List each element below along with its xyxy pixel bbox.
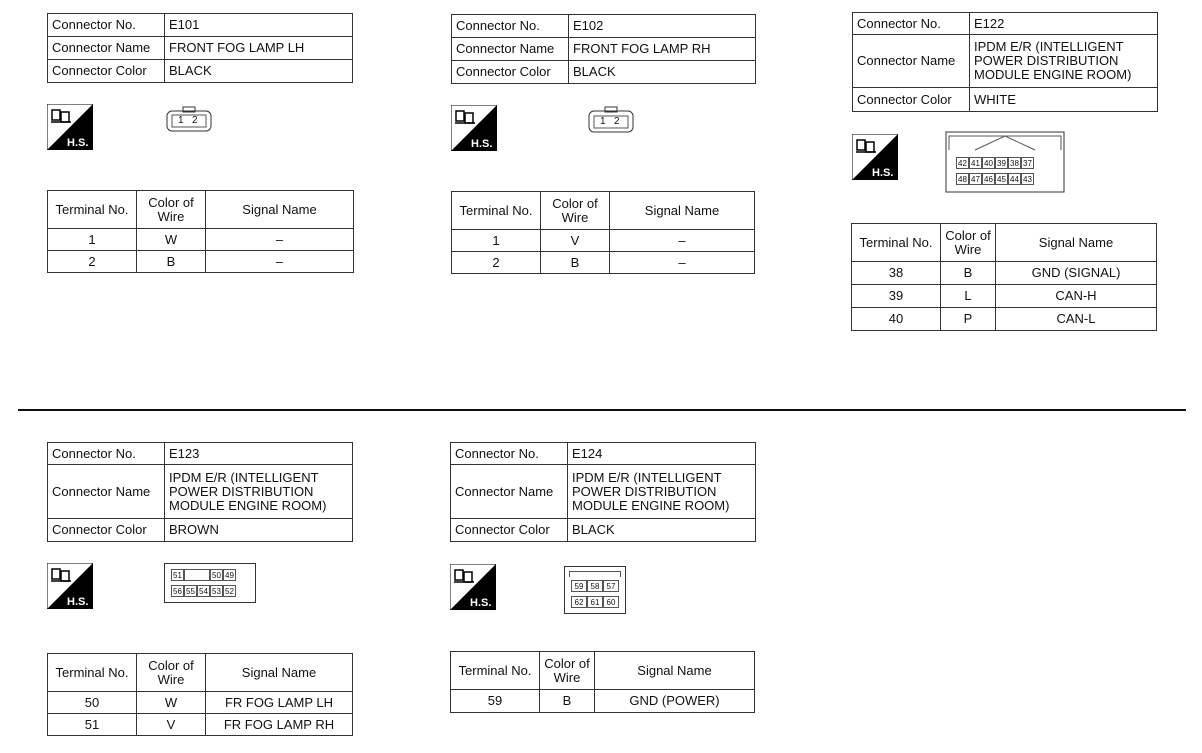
terminal-no: 51 bbox=[48, 714, 137, 736]
connector-info-table bbox=[47, 13, 353, 83]
connector-e102-face bbox=[588, 106, 634, 133]
connector-no-label: Connector No. bbox=[48, 443, 165, 465]
connector-e124-terminals bbox=[450, 651, 755, 713]
terminal-no: 1 bbox=[452, 230, 541, 252]
pin: 54 bbox=[197, 585, 210, 597]
pin-1: 1 bbox=[600, 116, 606, 127]
terminal-no: 2 bbox=[48, 251, 137, 273]
wire-color: W bbox=[137, 692, 206, 714]
wire-color: B bbox=[137, 251, 206, 273]
signal-name-header: Signal Name bbox=[206, 654, 353, 692]
pin: 60 bbox=[603, 596, 619, 608]
pin: 53 bbox=[210, 585, 223, 597]
terminal-no: 50 bbox=[48, 692, 137, 714]
pin-blank bbox=[184, 569, 210, 581]
connector-name-value: IPDM E/R (INTELLIGENT POWER DISTRIBUTION MODULE ENGINE ROOM) bbox=[568, 465, 756, 519]
wire-color-header: Color of Wire bbox=[941, 224, 996, 262]
pin: 39 bbox=[995, 157, 1008, 169]
terminal-table bbox=[47, 653, 353, 736]
connector-e102-terminals bbox=[451, 191, 755, 274]
signal-name: CAN-L bbox=[996, 308, 1157, 331]
connector-no-label: Connector No. bbox=[48, 14, 165, 37]
connector-color-label: Connector Color bbox=[451, 519, 568, 542]
pin: 49 bbox=[223, 569, 236, 581]
connector-color-value: BLACK bbox=[568, 519, 756, 542]
pin: 55 bbox=[184, 585, 197, 597]
signal-name: GND (SIGNAL) bbox=[996, 262, 1157, 285]
harness-side-icon bbox=[47, 104, 93, 150]
connector-face-icon bbox=[588, 106, 634, 133]
signal-name: – bbox=[610, 230, 755, 252]
connector-name-label: Connector Name bbox=[853, 35, 970, 88]
connector-name-label: Connector Name bbox=[48, 465, 165, 519]
terminal-no-header: Terminal No. bbox=[451, 652, 540, 690]
signal-name-header: Signal Name bbox=[996, 224, 1157, 262]
connector-no-value: E122 bbox=[970, 13, 1158, 35]
signal-name: – bbox=[610, 252, 755, 274]
connector-no-value: E123 bbox=[165, 443, 353, 465]
wire-color: P bbox=[941, 308, 996, 331]
terminal-no-header: Terminal No. bbox=[852, 224, 941, 262]
hs-label: H.S. bbox=[470, 597, 492, 609]
table-row bbox=[852, 262, 1157, 285]
wire-color: W bbox=[137, 229, 206, 251]
connector-name-label: Connector Name bbox=[452, 38, 569, 61]
wire-color: V bbox=[541, 230, 610, 252]
terminal-no-header: Terminal No. bbox=[452, 192, 541, 230]
table-row bbox=[48, 251, 354, 273]
connector-color-value: BLACK bbox=[165, 60, 353, 83]
connector-name-value: FRONT FOG LAMP RH bbox=[569, 38, 756, 61]
harness-side-icon bbox=[451, 105, 497, 151]
pin-2: 2 bbox=[192, 115, 198, 126]
connector-e123-face bbox=[164, 563, 256, 603]
connector-e101-terminals bbox=[47, 190, 354, 273]
pin: 41 bbox=[969, 157, 982, 169]
signal-name-header: Signal Name bbox=[206, 191, 354, 229]
pin: 61 bbox=[587, 596, 603, 608]
table-row bbox=[48, 714, 353, 736]
pin: 58 bbox=[587, 580, 603, 592]
connector-no-label: Connector No. bbox=[853, 13, 970, 35]
connector-name-value: FRONT FOG LAMP LH bbox=[165, 37, 353, 60]
connector-e122-info bbox=[852, 12, 1158, 112]
signal-name-header: Signal Name bbox=[610, 192, 755, 230]
signal-name: CAN-H bbox=[996, 285, 1157, 308]
terminal-no-header: Terminal No. bbox=[48, 654, 137, 692]
wire-color-header: Color of Wire bbox=[137, 191, 206, 229]
terminal-no: 40 bbox=[852, 308, 941, 331]
pin: 45 bbox=[995, 173, 1008, 185]
pin-grid bbox=[171, 569, 236, 599]
connector-color-label: Connector Color bbox=[48, 60, 165, 83]
pin: 52 bbox=[223, 585, 236, 597]
signal-name: – bbox=[206, 229, 354, 251]
connector-color-label: Connector Color bbox=[452, 61, 569, 84]
connector-no-label: Connector No. bbox=[451, 443, 568, 465]
pin-grid bbox=[956, 157, 1056, 187]
connector-color-value: BLACK bbox=[569, 61, 756, 84]
signal-name: – bbox=[206, 251, 354, 273]
terminal-table bbox=[451, 191, 755, 274]
wire-color-header: Color of Wire bbox=[137, 654, 206, 692]
pin: 57 bbox=[603, 580, 619, 592]
signal-name-header: Signal Name bbox=[595, 652, 755, 690]
pin: 48 bbox=[956, 173, 969, 185]
connector-color-value: WHITE bbox=[970, 88, 1158, 112]
pin: 50 bbox=[210, 569, 223, 581]
pin: 47 bbox=[969, 173, 982, 185]
harness-side-icon bbox=[47, 563, 93, 609]
hs-label: H.S. bbox=[471, 138, 493, 150]
connector-e124-info bbox=[450, 442, 756, 542]
connector-e123-terminals bbox=[47, 653, 353, 736]
connector-info-table bbox=[451, 14, 756, 84]
section-divider bbox=[18, 409, 1186, 411]
connector-name-value: IPDM E/R (INTELLIGENT POWER DISTRIBUTION MODULE ENGINE ROOM) bbox=[165, 465, 353, 519]
terminal-no: 2 bbox=[452, 252, 541, 274]
connector-e124-face bbox=[564, 566, 626, 614]
connector-face-icon bbox=[166, 106, 212, 132]
table-row bbox=[852, 285, 1157, 308]
terminal-no: 1 bbox=[48, 229, 137, 251]
hs-label: H.S. bbox=[872, 167, 894, 179]
connector-no-value: E102 bbox=[569, 15, 756, 38]
terminal-no: 38 bbox=[852, 262, 941, 285]
wire-color: B bbox=[541, 252, 610, 274]
pin: 62 bbox=[571, 596, 587, 608]
connector-e122-face bbox=[945, 130, 1065, 193]
connector-info-table bbox=[47, 442, 353, 542]
connector-no-label: Connector No. bbox=[452, 15, 569, 38]
table-row bbox=[452, 230, 755, 252]
terminal-table bbox=[47, 190, 354, 273]
connector-e102-info bbox=[451, 14, 756, 84]
pin: 38 bbox=[1008, 157, 1021, 169]
terminal-table bbox=[450, 651, 755, 713]
connector-name-label: Connector Name bbox=[451, 465, 568, 519]
connector-name-value: IPDM E/R (INTELLIGENT POWER DISTRIBUTION MODULE ENGINE ROOM) bbox=[970, 35, 1158, 88]
wire-color-header: Color of Wire bbox=[540, 652, 595, 690]
pin: 40 bbox=[982, 157, 995, 169]
wire-color: B bbox=[941, 262, 996, 285]
table-row bbox=[48, 692, 353, 714]
wire-color: L bbox=[941, 285, 996, 308]
terminal-table bbox=[851, 223, 1157, 331]
hs-label: H.S. bbox=[67, 596, 89, 608]
connector-name-label: Connector Name bbox=[48, 37, 165, 60]
connector-e101-face bbox=[166, 106, 212, 132]
connector-e123-info bbox=[47, 442, 353, 542]
signal-name: FR FOG LAMP RH bbox=[206, 714, 353, 736]
signal-name: FR FOG LAMP LH bbox=[206, 692, 353, 714]
pin: 59 bbox=[571, 580, 587, 592]
harness-side-icon bbox=[450, 564, 496, 610]
wire-color: B bbox=[540, 690, 595, 713]
pin: 42 bbox=[956, 157, 969, 169]
terminal-no: 39 bbox=[852, 285, 941, 308]
pin-grid bbox=[571, 580, 619, 610]
table-row bbox=[852, 308, 1157, 331]
connector-no-value: E124 bbox=[568, 443, 756, 465]
terminal-no: 59 bbox=[451, 690, 540, 713]
connector-info-table bbox=[450, 442, 756, 542]
wire-color-header: Color of Wire bbox=[541, 192, 610, 230]
pin: 43 bbox=[1021, 173, 1034, 185]
pin: 37 bbox=[1021, 157, 1034, 169]
pin: 56 bbox=[171, 585, 184, 597]
harness-side-icon bbox=[852, 134, 898, 180]
connector-e101-info bbox=[47, 13, 353, 83]
table-row bbox=[451, 690, 755, 713]
pin-1: 1 bbox=[178, 115, 184, 126]
pin: 51 bbox=[171, 569, 184, 581]
connector-color-label: Connector Color bbox=[853, 88, 970, 112]
signal-name: GND (POWER) bbox=[595, 690, 755, 713]
pin: 46 bbox=[982, 173, 995, 185]
connector-e122-terminals bbox=[851, 223, 1157, 331]
wire-color: V bbox=[137, 714, 206, 736]
connector-info-table bbox=[852, 12, 1158, 112]
hs-label: H.S. bbox=[67, 137, 89, 149]
connector-color-value: BROWN bbox=[165, 519, 353, 542]
table-row bbox=[452, 252, 755, 274]
connector-color-label: Connector Color bbox=[48, 519, 165, 542]
connector-no-value: E101 bbox=[165, 14, 353, 37]
pin-2: 2 bbox=[614, 116, 620, 127]
pin: 44 bbox=[1008, 173, 1021, 185]
terminal-no-header: Terminal No. bbox=[48, 191, 137, 229]
table-row bbox=[48, 229, 354, 251]
